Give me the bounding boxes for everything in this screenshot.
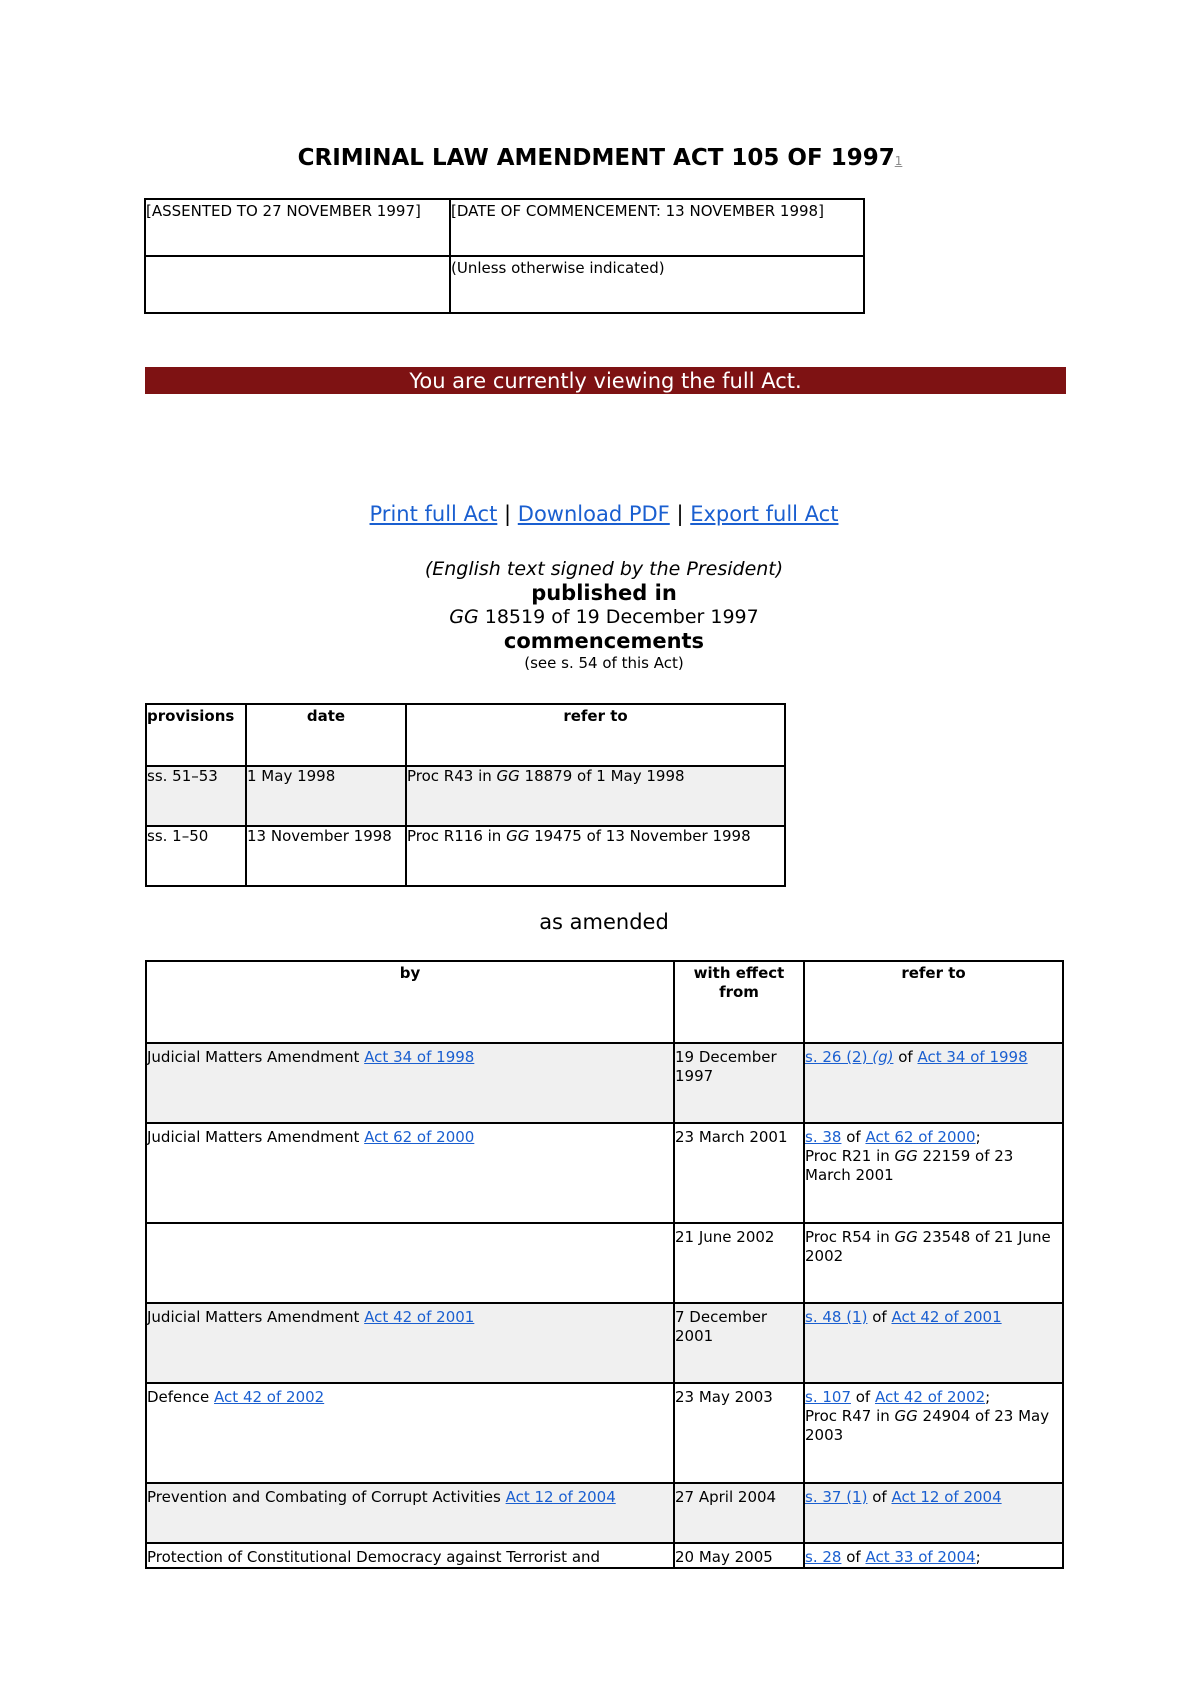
of-text: of	[893, 1048, 918, 1066]
effect-cell: 7 December 2001	[674, 1303, 804, 1383]
commencements-table	[145, 703, 786, 887]
proc-text: 24904 of 23 May 2003	[805, 1407, 1050, 1444]
effect-cell: 27 April 2004	[674, 1483, 804, 1543]
refer-cell	[406, 826, 785, 886]
act-link[interactable]: Act 42 of 2002	[214, 1388, 325, 1406]
commencement-cell: [DATE OF COMMENCEMENT: 13 NOVEMBER 1998]	[450, 199, 864, 256]
refer-text: Proc R43 in	[407, 767, 497, 785]
act-actions	[0, 502, 1200, 526]
by-cell	[146, 1123, 674, 1223]
as-amended-heading: as amended	[539, 910, 669, 934]
by-cell	[146, 1303, 674, 1383]
table-row	[146, 766, 785, 826]
by-cell	[146, 1483, 674, 1543]
by-text: Judicial Matters Amendment	[147, 1308, 365, 1326]
ref-tail: ;	[975, 1548, 981, 1566]
full-act-banner: You are currently viewing the full Act.	[145, 367, 1066, 394]
ref-tail: ;	[985, 1388, 991, 1406]
effect-cell: 20 May 2005	[674, 1543, 804, 1568]
separator: |	[676, 502, 684, 526]
table-row	[146, 826, 785, 886]
refer-cell	[804, 1383, 1063, 1483]
section-link[interactable]: s. 28	[805, 1548, 842, 1566]
proc-gg: GG	[894, 1147, 918, 1165]
refer-cell	[804, 1303, 1063, 1383]
proc-text: Proc R54 in	[805, 1228, 895, 1246]
refer-cell	[804, 1483, 1063, 1543]
download-pdf-link[interactable]: Download PDF	[517, 502, 670, 526]
gazette-rest: 18519 of 19 December 1997	[478, 606, 759, 628]
by-cell	[146, 1223, 674, 1303]
header-by: by	[146, 961, 674, 1043]
by-cell	[146, 1043, 674, 1123]
refer-text: 18879 of 1 May 1998	[519, 767, 685, 785]
table-row	[146, 1483, 1063, 1543]
by-cell	[146, 1383, 674, 1483]
date-cell: 1 May 1998	[246, 766, 406, 826]
of-text: of	[841, 1548, 866, 1566]
of-text: of	[850, 1388, 875, 1406]
act-title-text: CRIMINAL LAW AMENDMENT ACT 105 OF 1997	[297, 145, 895, 171]
of-text: of	[841, 1128, 866, 1146]
empty-cell	[145, 256, 450, 313]
act-link[interactable]: Act 62 of 2000	[364, 1128, 475, 1146]
act-title	[0, 145, 1200, 171]
table-row	[146, 1043, 1063, 1123]
effect-cell: 23 May 2003	[674, 1383, 804, 1483]
proc-gg: GG	[894, 1228, 918, 1246]
proc-text: Proc R21 in	[805, 1147, 895, 1165]
effect-cell: 19 December 1997	[674, 1043, 804, 1123]
refer-gg: GG	[496, 767, 520, 785]
assent-table	[144, 198, 865, 314]
commencements-heading: commencements	[503, 629, 705, 653]
act-link[interactable]: Act 42 of 2002	[874, 1388, 986, 1406]
table-row	[146, 1303, 1063, 1383]
by-text: Prevention and Combating of Corrupt Activities	[147, 1488, 506, 1506]
of-text: of	[867, 1308, 892, 1326]
separator: |	[504, 502, 512, 526]
date-cell: 13 November 1998	[246, 826, 406, 886]
act-link[interactable]: Act 34 of 1998	[364, 1048, 475, 1066]
effect-cell: 23 March 2001	[674, 1123, 804, 1223]
title-footnote-link[interactable]: 1	[894, 154, 903, 168]
act-link[interactable]: Act 62 of 2000	[865, 1128, 976, 1146]
section-link[interactable]	[805, 1048, 893, 1066]
amendments-table	[145, 960, 1064, 1569]
table-row	[146, 1223, 1063, 1303]
act-link[interactable]: Act 12 of 2004	[505, 1488, 616, 1506]
table-row	[146, 1123, 1063, 1223]
unless-cell: (Unless otherwise indicated)	[450, 256, 864, 313]
refer-cell	[804, 1223, 1063, 1303]
publication-info	[0, 557, 1200, 673]
act-link[interactable]: Act 42 of 2001	[891, 1308, 1002, 1326]
proc-text: 22159 of 23 March 2001	[805, 1147, 1014, 1184]
act-link[interactable]: Act 42 of 2001	[364, 1308, 475, 1326]
section-link-para: (g)	[872, 1048, 894, 1066]
by-cell: Protection of Constitutional Democracy against Terrorist and	[146, 1543, 674, 1568]
section-link-text: s. 26 (2)	[805, 1048, 873, 1066]
table-row	[146, 1543, 1063, 1568]
gazette-line	[0, 605, 1200, 629]
section-link[interactable]: s. 38	[805, 1128, 842, 1146]
published-heading: published in	[531, 581, 677, 605]
header-provisions: provisions	[146, 704, 246, 766]
refer-cell	[804, 1543, 1063, 1568]
of-text: of	[867, 1488, 892, 1506]
table-row	[146, 1383, 1063, 1483]
header-date: date	[246, 704, 406, 766]
refer-gg: GG	[506, 827, 530, 845]
proc-text: 23548 of 21 June 2002	[805, 1228, 1051, 1265]
proc-gg: GG	[894, 1407, 918, 1425]
by-text: Defence	[147, 1388, 215, 1406]
assented-cell: [ASSENTED TO 27 NOVEMBER 1997]	[145, 199, 450, 256]
refer-cell	[804, 1123, 1063, 1223]
see-note: (see s. 54 of this Act)	[524, 654, 684, 672]
export-full-act-link[interactable]: Export full Act	[690, 502, 839, 526]
provisions-cell: ss. 1–50	[146, 826, 246, 886]
refer-cell	[804, 1043, 1063, 1123]
ref-tail: ;	[975, 1128, 981, 1146]
signed-note: (English text signed by the President)	[424, 558, 784, 580]
provisions-cell: ss. 51–53	[146, 766, 246, 826]
act-link[interactable]: Act 34 of 1998	[917, 1048, 1028, 1066]
refer-text: Proc R116 in	[407, 827, 507, 845]
section-link[interactable]: s. 37 (1)	[805, 1488, 868, 1506]
refer-cell	[406, 766, 785, 826]
header-refer-to: refer to	[804, 961, 1063, 1043]
refer-text: 19475 of 13 November 1998	[529, 827, 751, 845]
by-text: Judicial Matters Amendment	[147, 1128, 365, 1146]
section-link[interactable]: s. 48 (1)	[805, 1308, 868, 1326]
act-link[interactable]: Act 12 of 2004	[891, 1488, 1002, 1506]
gazette-prefix: GG	[449, 606, 479, 628]
header-with-effect-from: with effect from	[674, 961, 804, 1043]
proc-text: Proc R47 in	[805, 1407, 895, 1425]
print-full-act-link[interactable]: Print full Act	[369, 502, 498, 526]
by-text: Judicial Matters Amendment	[147, 1048, 365, 1066]
act-link[interactable]: Act 33 of 2004	[865, 1548, 976, 1566]
section-link[interactable]: s. 107	[805, 1388, 851, 1406]
effect-cell: 21 June 2002	[674, 1223, 804, 1303]
header-refer-to: refer to	[406, 704, 785, 766]
